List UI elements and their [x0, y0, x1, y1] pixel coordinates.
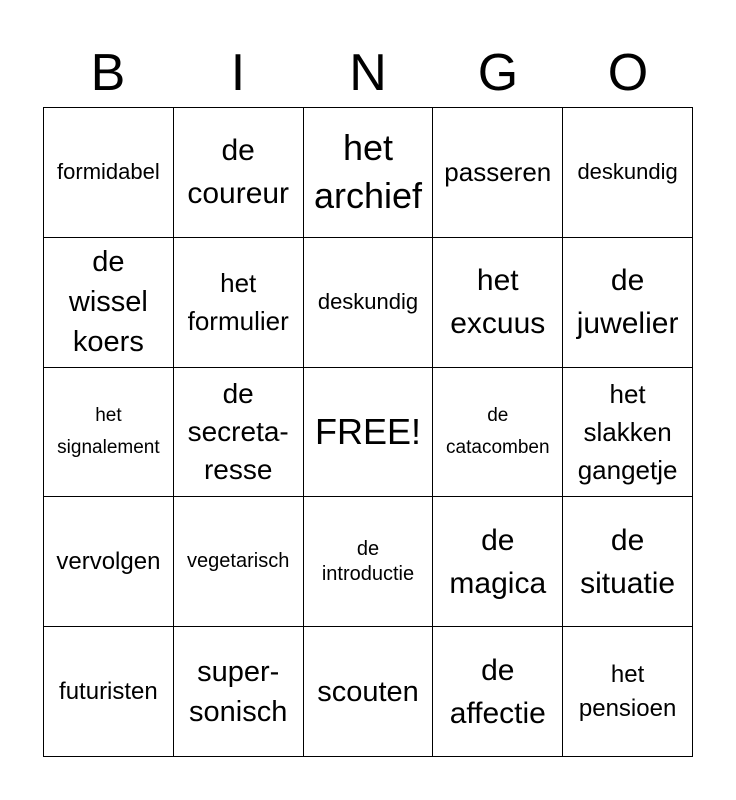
bingo-cell: [563, 238, 693, 368]
cell-text: het pensioen: [578, 660, 677, 722]
bingo-free-space: [304, 368, 434, 498]
bingo-cell: [433, 368, 563, 498]
cell-text: de juwelier: [576, 264, 679, 341]
cell-text: super- sonisch: [189, 655, 288, 728]
cell-text: het signalement: [57, 404, 160, 458]
free-space-text: FREE!: [314, 410, 421, 452]
bingo-cell: [433, 108, 563, 238]
cell-text: de catacomben: [446, 404, 550, 458]
cell-text: het excuus: [450, 264, 546, 341]
bingo-cell: [44, 108, 174, 238]
cell-text: deskundig: [317, 289, 419, 315]
header-letter-g: G: [477, 44, 519, 102]
bingo-cell: [174, 238, 304, 368]
cell-text: de magica: [449, 523, 547, 600]
bingo-board: [43, 107, 693, 757]
cell-text: de affectie: [449, 653, 546, 730]
cell-text: de coureur: [187, 134, 290, 211]
cell-text: de secreta- resse: [187, 377, 289, 485]
bingo-cell: [563, 627, 693, 757]
cell-text: vegetarisch: [187, 550, 290, 573]
bingo-cell: [304, 238, 434, 368]
bingo-cell: [304, 497, 434, 627]
bingo-cell: [44, 497, 174, 627]
header-letter-b: B: [90, 44, 126, 102]
cell-text: formidabel: [57, 159, 160, 185]
bingo-cell: [563, 108, 693, 238]
bingo-header: [43, 40, 693, 106]
cell-text: passeren: [444, 157, 552, 188]
cell-text: het archief: [313, 127, 423, 217]
bingo-cell: [433, 627, 563, 757]
cell-text: de situatie: [580, 523, 676, 600]
bingo-cell: [304, 627, 434, 757]
bingo-cell: [44, 627, 174, 757]
bingo-cell: [174, 368, 304, 498]
cell-text: deskundig: [577, 159, 678, 185]
bingo-cell: [563, 497, 693, 627]
cell-text: de wissel koers: [68, 246, 148, 359]
bingo-cell: [174, 627, 304, 757]
bingo-cell: [44, 238, 174, 368]
cell-text: de introductie: [321, 537, 415, 585]
header-letter-o: O: [607, 44, 649, 102]
header-letter-i: I: [230, 44, 246, 102]
cell-text: vervolgen: [56, 547, 161, 575]
bingo-cell: [433, 238, 563, 368]
bingo-cell: [304, 108, 434, 238]
cell-text: scouten: [317, 675, 419, 708]
cell-text: futuristen: [59, 677, 158, 705]
bingo-cell: [433, 497, 563, 627]
cell-text: het formulier: [187, 268, 289, 337]
bingo-cell: [44, 368, 174, 498]
bingo-cell: [563, 368, 693, 498]
bingo-cell: [174, 108, 304, 238]
cell-text: het slakken gangetje: [577, 378, 678, 485]
header-letter-n: N: [349, 44, 387, 102]
bingo-cell: [174, 497, 304, 627]
